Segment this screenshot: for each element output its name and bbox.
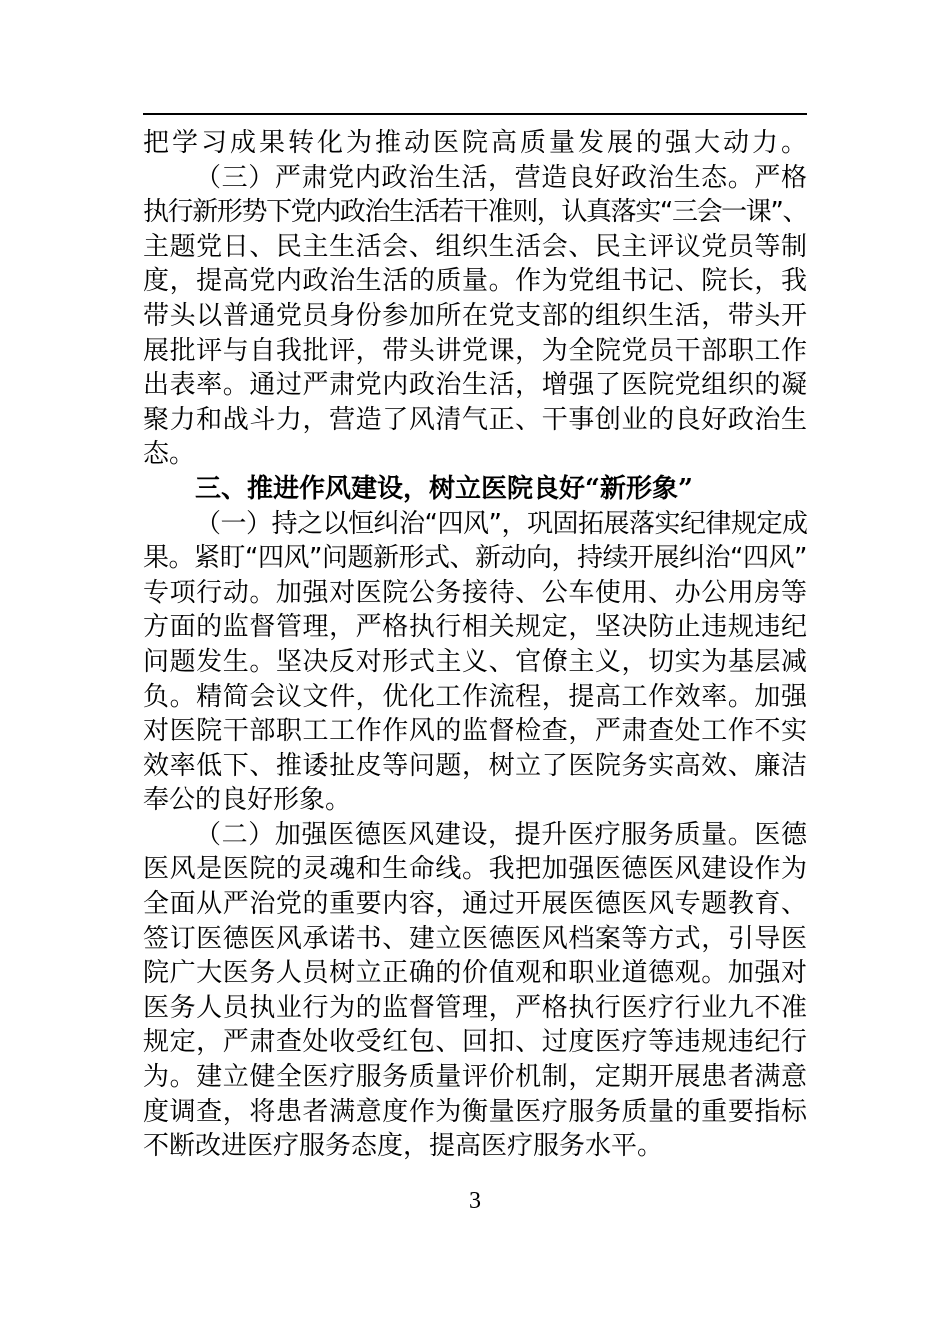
text-line: 度调查，将患者满意度作为衡量医疗服务质量的重要指标	[143, 1096, 807, 1127]
text-line: 医务人员执业行为的监督管理，严格执行医疗行业九不准	[143, 992, 807, 1023]
paragraph-start-line: （二）加强医德医风建设，提升医疗服务质量。医德	[195, 819, 807, 850]
text-line: 聚力和战斗力，营造了风清气正、干事创业的良好政治生	[143, 404, 807, 435]
page-number: 3	[469, 1188, 481, 1214]
text-line: 度，提高党内政治生活的质量。作为党组书记、院长，我	[143, 266, 807, 297]
text-line: 问题发生。坚决反对形式主义、官僚主义，切实为基层减	[143, 646, 807, 677]
header-rule	[143, 113, 807, 115]
text-line: 院广大医务人员树立正确的价值观和职业道德观。加强对	[143, 958, 807, 989]
text-line: 为。建立健全医疗服务质量评价机制，定期开展患者满意	[143, 1062, 807, 1093]
text-line: 效率低下、推诿扯皮等问题，树立了医院务实高效、廉洁	[143, 750, 807, 781]
text-line: 全面从严治党的重要内容，通过开展医德医风专题教育、	[143, 889, 807, 920]
text-line: 主题党日、民主生活会、组织生活会、民主评议党员等制	[143, 231, 807, 262]
text-line: 奉公的良好形象。	[143, 785, 352, 816]
text-line: 不断改进医疗服务态度，提高医疗服务水平。	[143, 1131, 664, 1162]
text-line: 果。紧盯“四风”问题新形式、新动向，持续开展纠治“四风”	[143, 543, 807, 574]
text-line: 展批评与自我批评，带头讲党课，为全院党员干部职工作	[143, 335, 807, 366]
text-line: 态。	[143, 439, 196, 470]
text-line: 对医院干部职工工作作风的监督检查，严肃查处工作不实	[143, 716, 807, 747]
text-line: 把学习成果转化为推动医院高质量发展的强大动力。	[143, 128, 807, 158]
text-line: 专项行动。加强对医院公务接待、公车使用、办公用房等	[143, 577, 807, 608]
section-heading: 三、推进作风建设，树立医院良好“新形象”	[195, 473, 693, 504]
text-line: 出表率。通过严肃党内政治生活，增强了医院党组织的凝	[143, 370, 807, 401]
text-line: 负。精简会议文件，优化工作流程，提高工作效率。加强	[143, 681, 807, 712]
text-line: 带头以普通党员身份参加所在党支部的组织生活，带头开	[143, 300, 807, 331]
text-line: 签订医德医风承诺书、建立医德医风档案等方式，引导医	[143, 923, 807, 954]
paragraph-start-line: （三）严肃党内政治生活，营造良好政治生态。严格	[195, 162, 807, 193]
text-line: 医风是医院的灵魂和生命线。我把加强医德医风建设作为	[143, 854, 807, 885]
text-line: 规定，严肃查处收受红包、回扣、过度医疗等违规违纪行	[143, 1027, 807, 1058]
body-text	[143, 126, 807, 1164]
text-line: 执行新形势下党内政治生活若干准则，认真落实“三会一课”、	[143, 197, 807, 228]
text-line: 方面的监督管理，严格执行相关规定，坚决防止违规违纪	[143, 612, 807, 643]
paragraph-start-line: （一）持之以恒纠治“四风”，巩固拓展落实纪律规定成	[195, 508, 808, 539]
